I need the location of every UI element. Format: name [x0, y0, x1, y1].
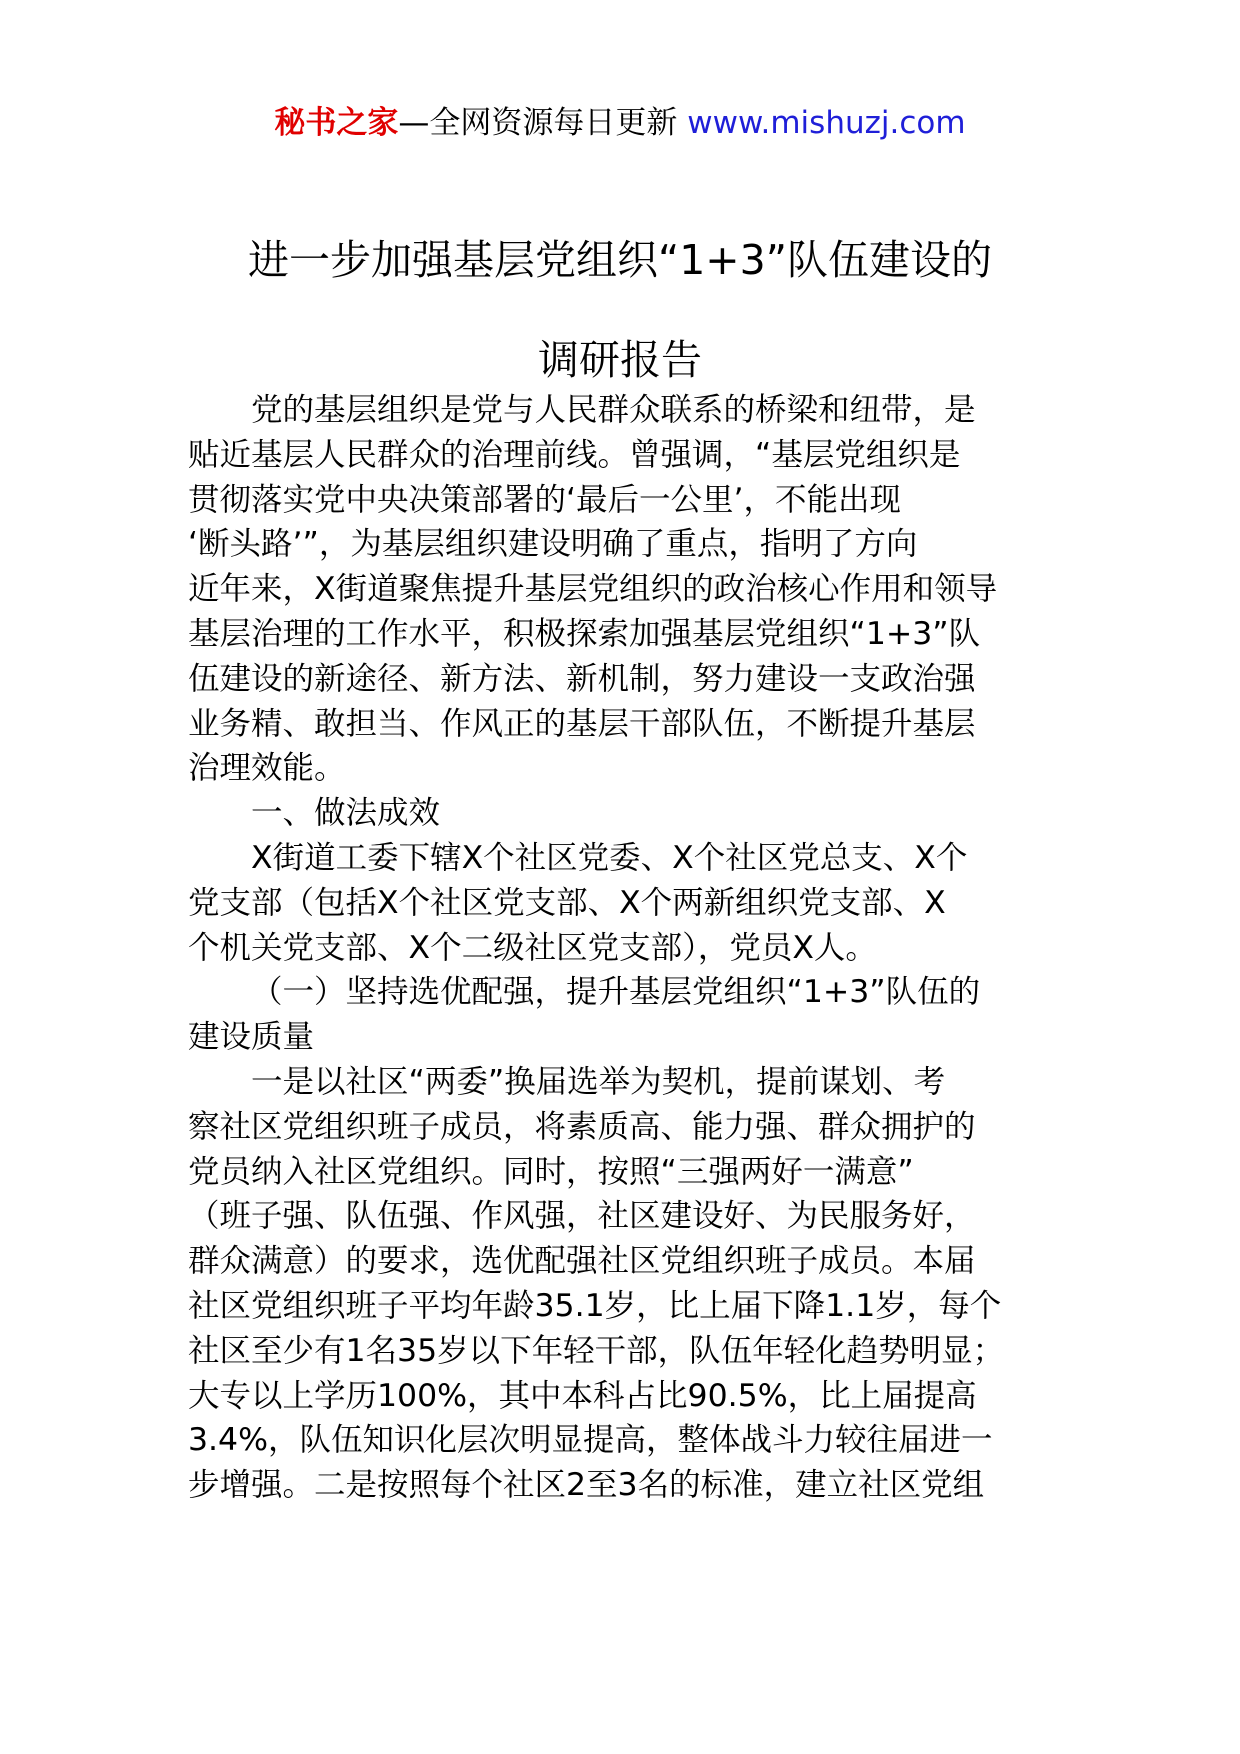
text-line: （班子强、队伍强、作风强，社区建设好、为民服务好， [188, 1198, 976, 1235]
text-line: 个机关党支部、X个二级社区党支部），党员X人。 [188, 929, 877, 966]
subsection-heading-cont: 建设质量 [188, 1019, 315, 1056]
text-line: 贯彻落实党中央决策部署的‘最后一公里’，不能出现 [188, 481, 902, 518]
text-line: ‘断头路’”，为基层组织建设明确了重点，指明了方向 [188, 526, 918, 563]
site-brand: 秘书之家 [274, 105, 399, 141]
text-line: 治理效能。 [188, 750, 346, 787]
text-line: 察社区党组织班子成员，将素质高、能力强、群众拥护的 [188, 1108, 976, 1145]
document-body [188, 388, 1058, 1508]
text-line: 3.4%，队伍知识化层次明显提高，整体战斗力较往届进一 [188, 1422, 993, 1459]
text-line: 社区党组织班子平均年龄35.1岁，比上届下降1.1岁，每个 [188, 1287, 1002, 1324]
text-line: 党员纳入社区党组织。同时，按照“三强两好一满意” [188, 1153, 914, 1190]
site-header [0, 100, 1240, 146]
text-line: 步增强。二是按照每个社区2至3名的标准，建立社区党组 [188, 1467, 985, 1504]
title-line-1: 进一步加强基层党组织“1+3”队伍建设的 [247, 236, 992, 284]
section-heading: 一、做法成效 [251, 795, 441, 832]
text-line: 社区至少有1名35岁以下年轻干部，队伍年轻化趋势明显； [188, 1332, 1005, 1369]
text-line: 群众满意）的要求，选优配强社区党组织班子成员。本届 [188, 1243, 976, 1280]
subsection-heading: （一）坚持选优配强，提升基层党组织“1+3”队伍的 [251, 974, 981, 1011]
text-line: 伍建设的新途径、新方法、新机制，努力建设一支政治强 [188, 660, 976, 697]
text-line: 党的基层组织是党与人民群众联系的桥梁和纽带，是 [251, 392, 976, 428]
text-line: 大专以上学历100%，其中本科占比90.5%，比上届提高 [188, 1377, 977, 1414]
text-line: 贴近基层人民群众的治理前线。曾强调，“基层党组织是 [188, 436, 961, 473]
title-line-2: 调研报告 [538, 336, 702, 384]
document-title [120, 210, 1120, 410]
text-line: X街道工委下辖X个社区党委、X个社区党总支、X个 [251, 839, 968, 876]
text-line: 近年来，X街道聚焦提升基层党组织的政治核心作用和领导 [188, 571, 998, 608]
text-line: 业务精、敢担当、作风正的基层干部队伍，不断提升基层 [188, 705, 976, 742]
text-line: 一是以社区“两委”换届选举为契机，提前谋划、考 [251, 1063, 946, 1100]
site-slogan: —全网资源每日更新 [398, 105, 688, 141]
text-line: 党支部（包括X个社区党支部、X个两新组织党支部、X [188, 884, 946, 921]
site-url-link[interactable]: www.mishuzj.com [687, 105, 966, 141]
text-line: 基层治理的工作水平，积极探索加强基层党组织“1+3”队 [188, 615, 981, 652]
